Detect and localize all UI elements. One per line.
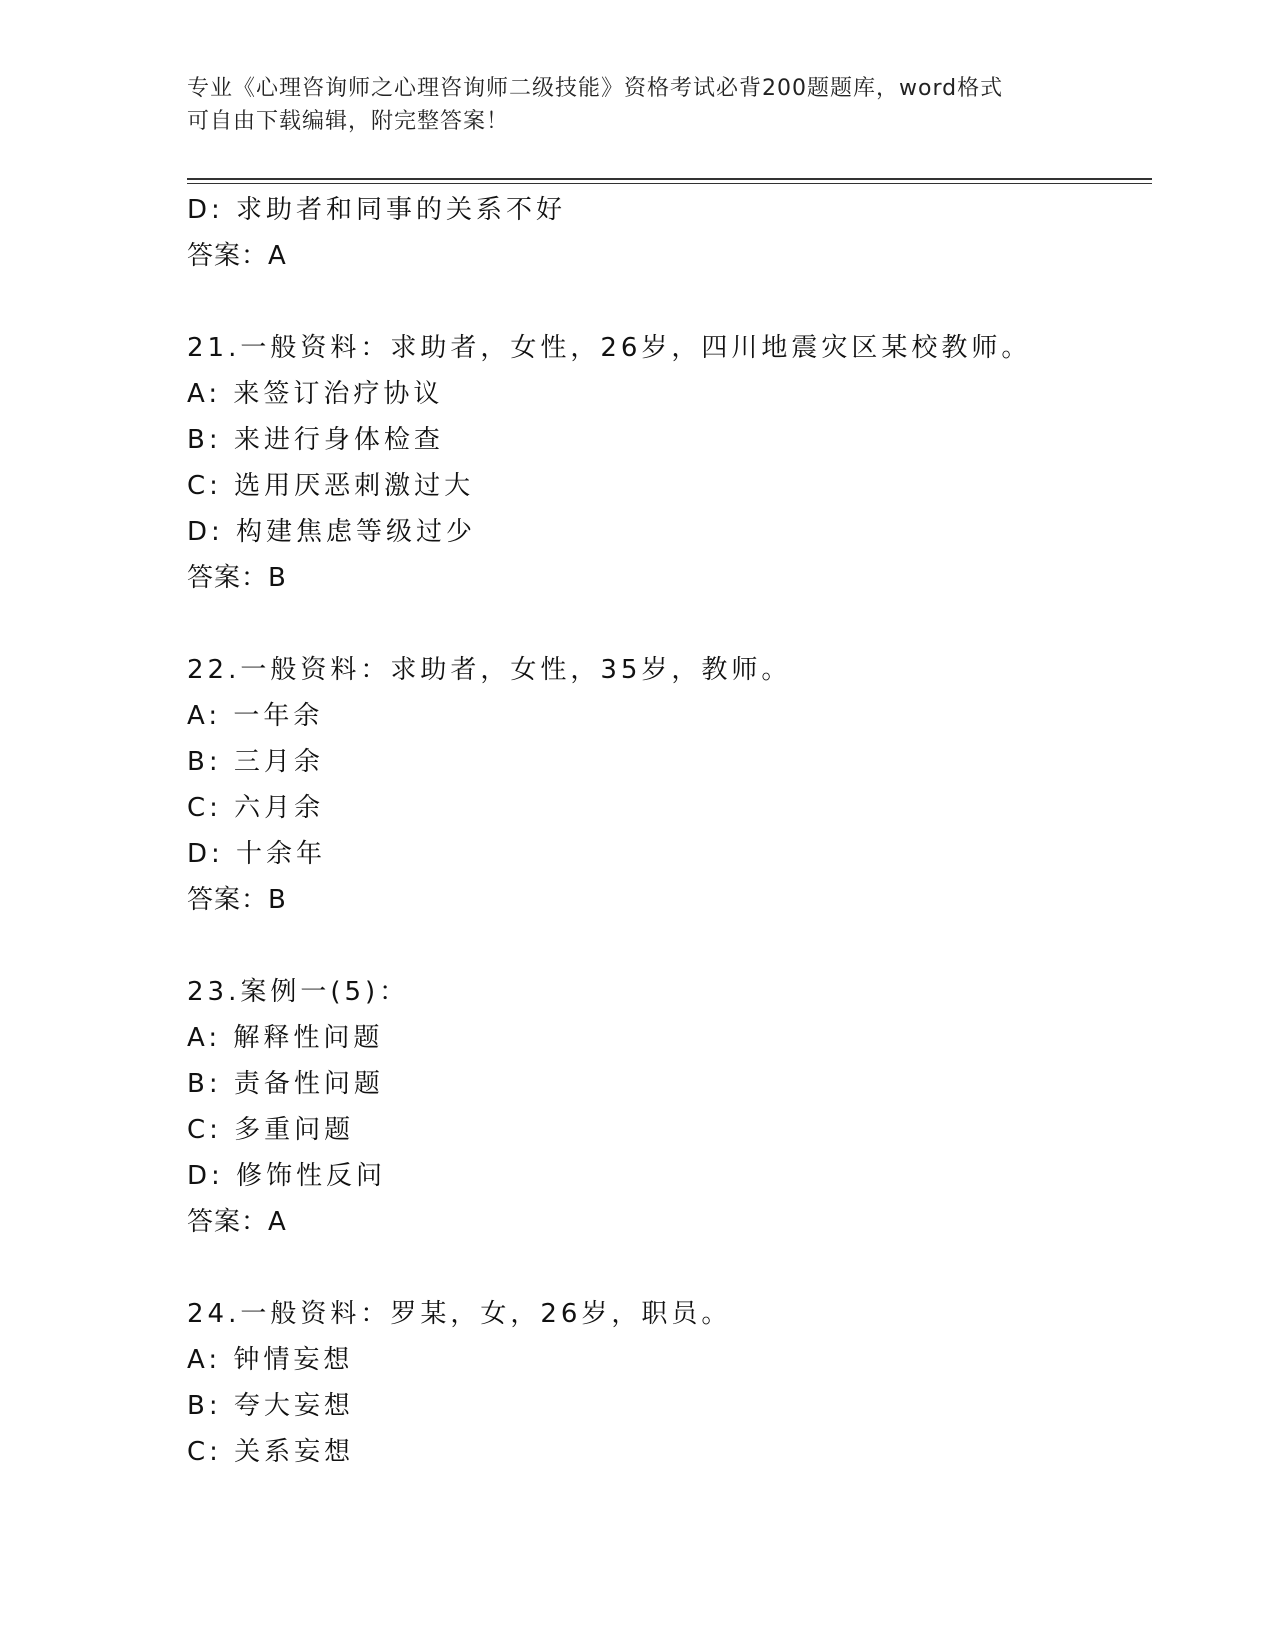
question-spacer xyxy=(187,279,1152,325)
option-d: D: 构建焦虑等级过少 xyxy=(187,517,477,547)
prior-question-option-d: D: 求助者和同事的关系不好 xyxy=(187,195,567,225)
option-b: B: 三月余 xyxy=(187,747,324,777)
option-b: B: 来进行身体检查 xyxy=(187,425,444,455)
document-header xyxy=(187,72,1087,138)
header-divider-thin xyxy=(187,183,1152,184)
question-stem: 23.案例一(5)： xyxy=(187,977,410,1007)
option-c: C: 关系妄想 xyxy=(187,1437,355,1467)
question-spacer xyxy=(187,1245,1152,1291)
answer-line: 答案：A xyxy=(187,1207,287,1237)
question-stem: 22.一般资料：求助者，女性，35岁，教师。 xyxy=(187,655,792,685)
question-23 xyxy=(187,969,1152,1245)
question-list xyxy=(187,187,1152,1475)
question-stem: 24.一般资料：罗某，女，26岁，职员。 xyxy=(187,1299,732,1329)
option-c: C: 选用厌恶刺激过大 xyxy=(187,471,475,501)
answer-line: 答案：B xyxy=(187,563,287,593)
header-title-line-1: 专业《心理咨询师之心理咨询师二级技能》资格考试必背200题题库，word格式 xyxy=(187,76,1004,101)
option-a: A: 一年余 xyxy=(187,701,324,731)
option-a: A: 钟情妄想 xyxy=(187,1345,354,1375)
header-divider-thick xyxy=(187,178,1152,180)
option-b: B: 夸大妄想 xyxy=(187,1391,354,1421)
option-a: A: 解释性问题 xyxy=(187,1023,384,1053)
option-c: C: 多重问题 xyxy=(187,1115,355,1145)
answer-line: 答案：B xyxy=(187,885,287,915)
question-22 xyxy=(187,647,1152,923)
option-d: D: 十余年 xyxy=(187,839,327,869)
header-title-line-2: 可自由下载编辑，附完整答案！ xyxy=(187,109,510,134)
option-a: A: 来签订治疗协议 xyxy=(187,379,444,409)
question-24 xyxy=(187,1291,1152,1475)
prior-question-answer: 答案：A xyxy=(187,241,287,271)
option-d: D: 修饰性反问 xyxy=(187,1161,387,1191)
option-b: B: 责备性问题 xyxy=(187,1069,384,1099)
question-21 xyxy=(187,325,1152,601)
option-c: C: 六月余 xyxy=(187,793,325,823)
question-spacer xyxy=(187,923,1152,969)
question-stem: 21.一般资料：求助者，女性，26岁，四川地震灾区某校教师。 xyxy=(187,333,1032,363)
question-spacer xyxy=(187,601,1152,647)
